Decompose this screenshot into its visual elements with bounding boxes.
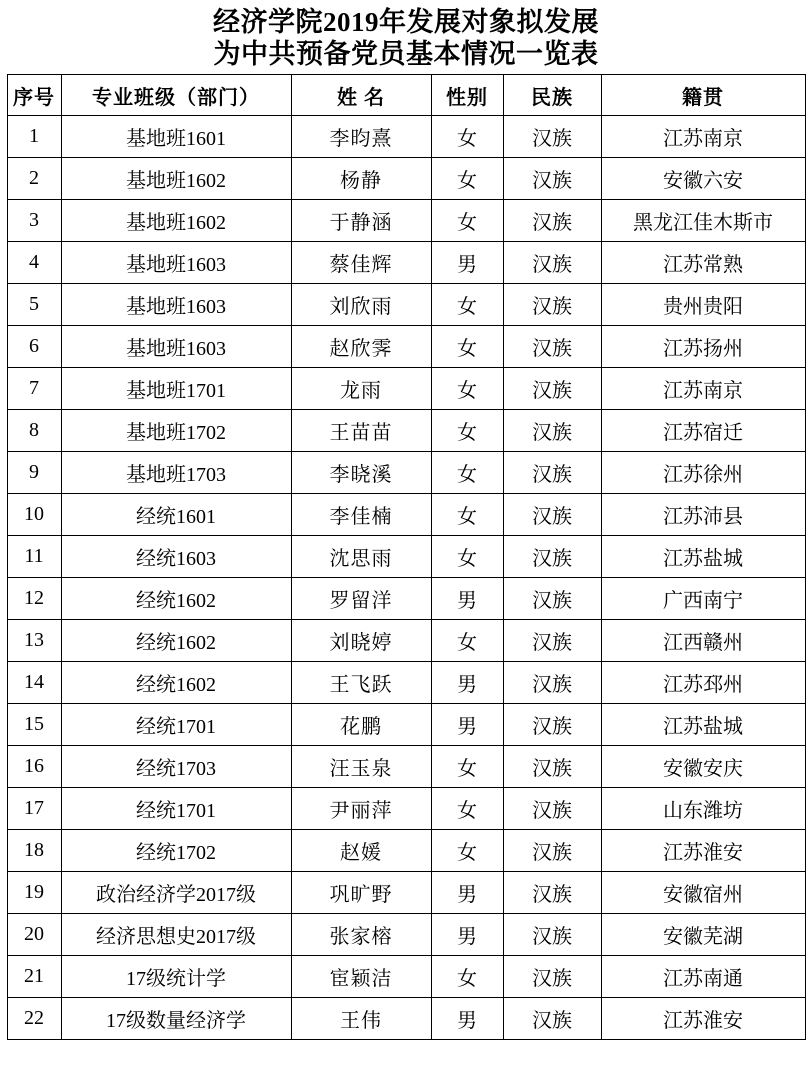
cell-index: 11 [7,536,61,578]
cell-ethnicity: 汉族 [503,410,601,452]
cell-name: 李晓溪 [291,452,431,494]
cell-index: 21 [7,956,61,998]
cell-ethnicity: 汉族 [503,200,601,242]
cell-class: 基地班1601 [61,116,291,158]
cell-hometown: 江苏盐城 [601,704,805,746]
cell-class: 经统1701 [61,704,291,746]
cell-class: 基地班1603 [61,284,291,326]
cell-index: 8 [7,410,61,452]
cell-class: 经统1703 [61,746,291,788]
cell-hometown: 江苏南通 [601,956,805,998]
cell-ethnicity: 汉族 [503,956,601,998]
cell-sex: 男 [431,872,503,914]
cell-hometown: 黑龙江佳木斯市 [601,200,805,242]
table-row [7,326,805,368]
cell-ethnicity: 汉族 [503,158,601,200]
cell-class: 基地班1702 [61,410,291,452]
cell-name: 杨静 [291,158,431,200]
cell-hometown: 江苏扬州 [601,326,805,368]
cell-index: 9 [7,452,61,494]
cell-sex: 女 [431,494,503,536]
cell-index: 14 [7,662,61,704]
cell-hometown: 江苏邳州 [601,662,805,704]
cell-ethnicity: 汉族 [503,368,601,410]
cell-sex: 女 [431,746,503,788]
cell-class: 基地班1602 [61,158,291,200]
cell-hometown: 江苏盐城 [601,536,805,578]
cell-hometown: 江苏淮安 [601,830,805,872]
cell-hometown: 广西南宁 [601,578,805,620]
page-title [0,0,812,74]
cell-name: 王伟 [291,998,431,1040]
table-row [7,116,805,158]
cell-ethnicity: 汉族 [503,998,601,1040]
cell-hometown: 贵州贵阳 [601,284,805,326]
cell-class: 基地班1603 [61,326,291,368]
cell-index: 10 [7,494,61,536]
cell-index: 7 [7,368,61,410]
table-header-row [7,75,805,116]
table-row [7,410,805,452]
cell-index: 15 [7,704,61,746]
cell-hometown: 江苏南京 [601,368,805,410]
table-row [7,284,805,326]
cell-hometown: 江苏常熟 [601,242,805,284]
cell-hometown: 江苏徐州 [601,452,805,494]
cell-name: 罗留洋 [291,578,431,620]
cell-index: 22 [7,998,61,1040]
cell-index: 3 [7,200,61,242]
page-title-line-1: 经济学院2019年发展对象拟发展 [213,7,599,37]
cell-name: 李佳楠 [291,494,431,536]
cell-sex: 女 [431,368,503,410]
column-header-hometown: 籍贯 [601,75,805,116]
cell-index: 18 [7,830,61,872]
cell-index: 17 [7,788,61,830]
cell-index: 16 [7,746,61,788]
cell-ethnicity: 汉族 [503,872,601,914]
cell-index: 4 [7,242,61,284]
table-row [7,200,805,242]
table-row [7,368,805,410]
cell-hometown: 安徽宿州 [601,872,805,914]
cell-class: 政治经济学2017级 [61,872,291,914]
cell-class: 经济思想史2017级 [61,914,291,956]
cell-class: 经统1601 [61,494,291,536]
cell-hometown: 江苏沛县 [601,494,805,536]
table-row [7,620,805,662]
cell-ethnicity: 汉族 [503,116,601,158]
cell-sex: 女 [431,116,503,158]
column-header-ethnicity: 民族 [503,75,601,116]
cell-hometown: 江苏淮安 [601,998,805,1040]
cell-class: 17级统计学 [61,956,291,998]
cell-class: 经统1602 [61,578,291,620]
cell-index: 2 [7,158,61,200]
table-row [7,830,805,872]
cell-ethnicity: 汉族 [503,494,601,536]
cell-ethnicity: 汉族 [503,788,601,830]
cell-name: 李昀熹 [291,116,431,158]
cell-name: 蔡佳辉 [291,242,431,284]
cell-class: 基地班1703 [61,452,291,494]
table-row [7,494,805,536]
cell-name: 王飞跃 [291,662,431,704]
cell-name: 于静涵 [291,200,431,242]
table-row [7,242,805,284]
table-row [7,158,805,200]
cell-sex: 男 [431,914,503,956]
cell-name: 巩旷野 [291,872,431,914]
cell-index: 1 [7,116,61,158]
cell-name: 龙雨 [291,368,431,410]
column-header-sex: 性别 [431,75,503,116]
column-header-name: 姓 名 [291,75,431,116]
table-row [7,914,805,956]
cell-name: 赵欣霁 [291,326,431,368]
cell-ethnicity: 汉族 [503,914,601,956]
cell-sex: 女 [431,788,503,830]
cell-class: 经统1702 [61,830,291,872]
cell-name: 沈思雨 [291,536,431,578]
cell-name: 宦颖洁 [291,956,431,998]
cell-sex: 男 [431,242,503,284]
table-row [7,746,805,788]
table-row [7,452,805,494]
cell-ethnicity: 汉族 [503,704,601,746]
cell-ethnicity: 汉族 [503,746,601,788]
cell-class: 基地班1701 [61,368,291,410]
cell-ethnicity: 汉族 [503,620,601,662]
table-row [7,704,805,746]
table-row [7,788,805,830]
table-row [7,662,805,704]
cell-ethnicity: 汉族 [503,536,601,578]
cell-ethnicity: 汉族 [503,452,601,494]
cell-sex: 男 [431,704,503,746]
cell-index: 19 [7,872,61,914]
cell-sex: 男 [431,662,503,704]
cell-class: 基地班1603 [61,242,291,284]
cell-name: 刘欣雨 [291,284,431,326]
cell-hometown: 江苏南京 [601,116,805,158]
cell-sex: 女 [431,200,503,242]
cell-hometown: 安徽芜湖 [601,914,805,956]
cell-class: 经统1701 [61,788,291,830]
cell-ethnicity: 汉族 [503,284,601,326]
cell-ethnicity: 汉族 [503,578,601,620]
cell-sex: 女 [431,452,503,494]
cell-ethnicity: 汉族 [503,662,601,704]
cell-sex: 男 [431,578,503,620]
cell-ethnicity: 汉族 [503,242,601,284]
cell-hometown: 山东潍坊 [601,788,805,830]
cell-name: 花鹏 [291,704,431,746]
cell-index: 5 [7,284,61,326]
cell-index: 20 [7,914,61,956]
page-title-line-2: 为中共预备党员基本情况一览表 [213,39,599,69]
cell-sex: 男 [431,998,503,1040]
cell-class: 经统1602 [61,620,291,662]
cell-hometown: 江苏宿迁 [601,410,805,452]
cell-sex: 女 [431,956,503,998]
cell-ethnicity: 汉族 [503,326,601,368]
table-row [7,872,805,914]
cell-sex: 女 [431,326,503,368]
cell-index: 12 [7,578,61,620]
cell-name: 刘晓婷 [291,620,431,662]
cell-name: 王苗苗 [291,410,431,452]
cell-index: 13 [7,620,61,662]
cell-hometown: 安徽安庆 [601,746,805,788]
cell-name: 尹丽萍 [291,788,431,830]
cell-sex: 女 [431,410,503,452]
table-row [7,578,805,620]
cell-ethnicity: 汉族 [503,830,601,872]
table-row [7,998,805,1040]
column-header-index: 序号 [7,75,61,116]
cell-sex: 女 [431,620,503,662]
cell-sex: 女 [431,284,503,326]
cell-hometown: 安徽六安 [601,158,805,200]
cell-class: 经统1602 [61,662,291,704]
cell-class: 17级数量经济学 [61,998,291,1040]
cell-class: 经统1603 [61,536,291,578]
cell-sex: 女 [431,536,503,578]
cell-sex: 女 [431,830,503,872]
table-row [7,956,805,998]
column-header-class: 专业班级（部门） [61,75,291,116]
table-row [7,536,805,578]
cell-index: 6 [7,326,61,368]
cell-name: 赵媛 [291,830,431,872]
cell-name: 张家榕 [291,914,431,956]
cell-class: 基地班1602 [61,200,291,242]
roster-table [7,74,806,1040]
cell-name: 汪玉泉 [291,746,431,788]
cell-sex: 女 [431,158,503,200]
cell-hometown: 江西赣州 [601,620,805,662]
